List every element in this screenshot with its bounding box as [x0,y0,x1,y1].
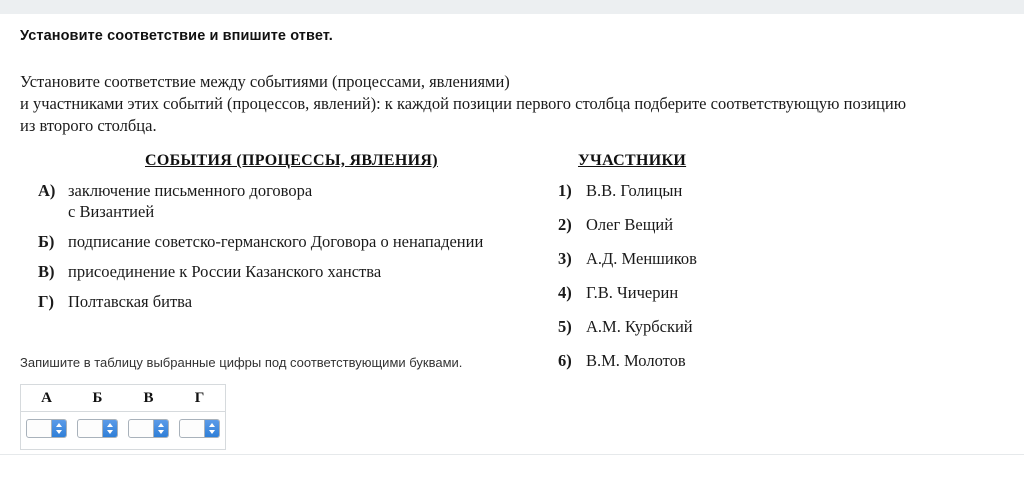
instruction-line-1: Установите соответствие между событиями (процессами, явлениями) [20,72,510,91]
answer-instruction: Запишите в таблицу выбранные цифры под соответствующими буквами. [20,355,463,370]
list-item [558,180,978,201]
spinner-arrows-icon[interactable] [102,420,117,437]
answer-input-v[interactable] [129,420,153,437]
spinner-arrows-icon[interactable] [204,420,219,437]
participant-marker: 5) [558,317,572,336]
task-instructions [20,71,1010,137]
event-marker: В) [38,262,55,281]
answer-cell-a [21,412,73,450]
list-item [558,214,978,235]
events-column-header: СОБЫТИЯ (ПРОЦЕССЫ, ЯВЛЕНИЯ) [145,152,438,169]
page-footer [0,454,1024,483]
answer-stepper-v[interactable] [128,419,169,438]
task-title: Установите соответствие и впишите ответ. [20,28,333,44]
table-header-row [21,385,226,412]
spinner-arrows-icon[interactable] [51,420,66,437]
list-item [38,231,558,252]
browser-topbar [0,0,1024,15]
list-item [558,248,978,269]
event-text [68,180,312,222]
list-item [38,180,558,222]
event-text: подписание советско-германского Договора о ненападении [68,232,484,251]
answer-stepper-a[interactable] [26,419,67,438]
answer-cell-b [72,412,123,450]
event-text-line-1: заключение письменного договора [68,181,313,200]
answer-input-b[interactable] [78,420,102,437]
answer-input-g[interactable] [180,420,204,437]
participant-marker: 3) [558,249,572,268]
participant-marker: 1) [558,181,572,200]
event-text: Полтавская битва [68,292,193,311]
instruction-line-3: из второго столбца. [20,116,157,135]
participants-column-header: УЧАСТНИКИ [578,152,687,169]
answer-table [20,384,226,450]
participant-marker: 4) [558,283,572,302]
answer-cell-v [123,412,174,450]
table-row [21,412,226,450]
list-item [558,316,978,337]
event-marker: Б) [38,232,55,251]
participants-list [558,180,978,384]
answer-column-header-v: В [123,385,174,412]
instruction-line-2: и участниками этих событий (процессов, явлений): к каждой позиции первого столбца подберите соответствующую позицию [20,94,907,113]
participant-text: Г.В. Чичерин [586,283,679,302]
participant-text: Олег Вещий [586,215,674,234]
participant-marker: 6) [558,351,572,370]
event-text-line-2: с Византией [68,202,155,221]
answer-cell-g [174,412,226,450]
event-marker: Г) [38,292,54,311]
event-text: присоединение к России Казанского ханства [68,262,382,281]
participant-marker: 2) [558,215,572,234]
list-item [38,261,558,282]
answer-column-header-g: Г [174,385,226,412]
participant-text: А.М. Курбский [586,317,693,336]
event-marker: А) [38,181,56,200]
participant-text: А.Д. Меншиков [586,249,697,268]
participant-text: В.В. Голицын [586,181,683,200]
task-content [0,14,1024,454]
spinner-arrows-icon[interactable] [153,420,168,437]
events-list [38,180,558,321]
list-item [558,282,978,303]
participant-text: В.М. Молотов [586,351,686,370]
answer-input-a[interactable] [27,420,51,437]
list-item [38,291,558,312]
answer-stepper-g[interactable] [179,419,220,438]
list-item [558,350,978,371]
answer-column-header-a: А [21,385,73,412]
answer-stepper-b[interactable] [77,419,118,438]
answer-column-header-b: Б [72,385,123,412]
